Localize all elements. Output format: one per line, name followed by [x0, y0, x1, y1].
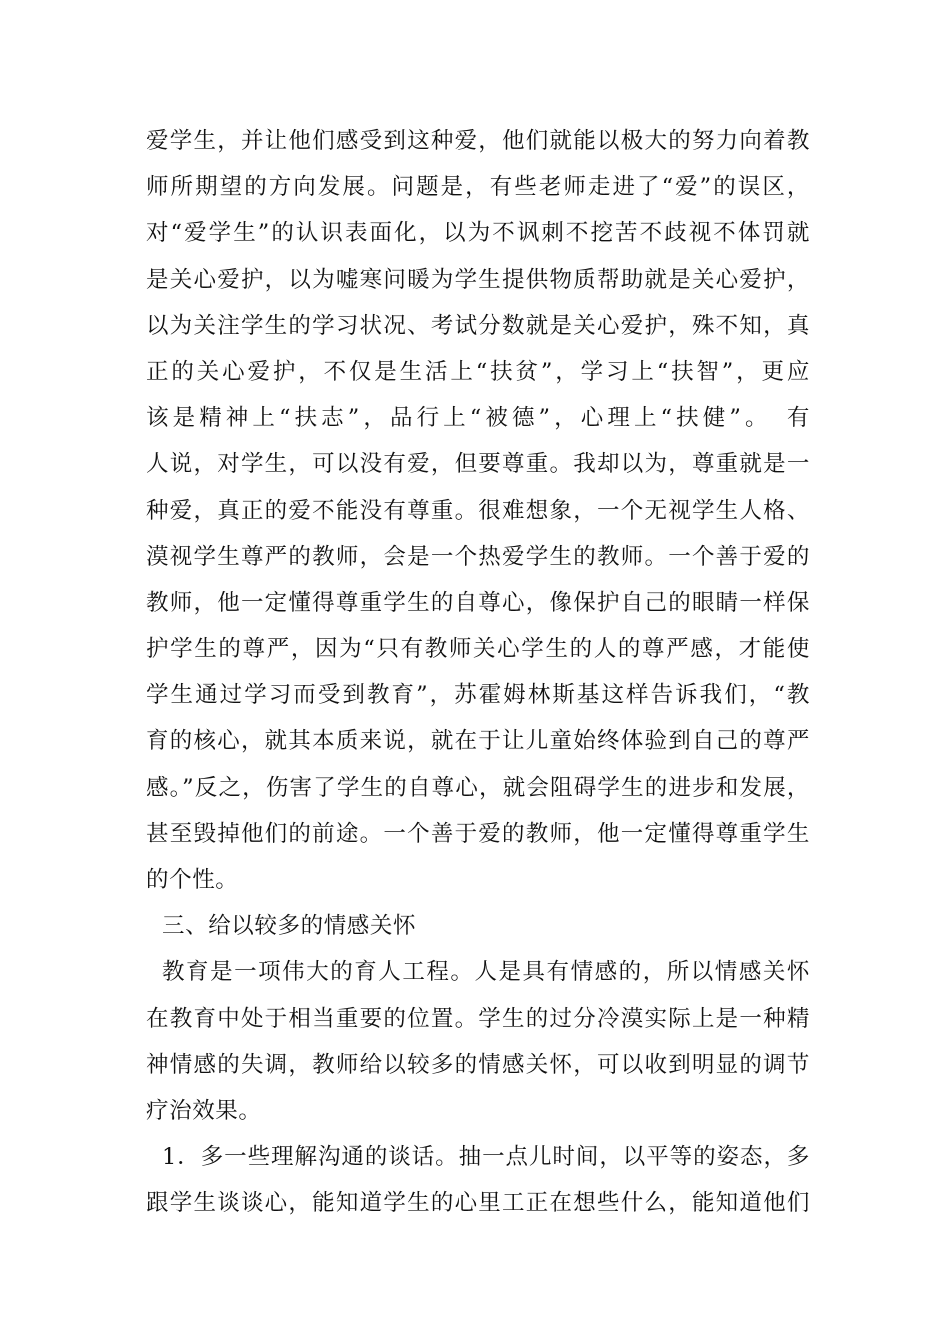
text-line: 三、给以较多的情感关怀 — [162, 913, 417, 940]
text-line: 对“爱学生”的认识表面化，以为不讽刺不挖苦不歧视不体罚就 — [146, 220, 810, 247]
text-line: 该是精神上“扶志”，品行上“被德”，心理上“扶健”。 有 — [146, 405, 810, 432]
text-line: 漠视学生尊严的教师，会是一个热爱学生的教师。一个善于爱的 — [146, 543, 810, 570]
text-line: 是关心爱护，以为嘘寒问暖为学生提供物质帮助就是关心爱护， — [146, 266, 810, 293]
text-line: 爱学生，并让他们感受到这种爱，他们就能以极大的努力向着教 — [146, 128, 810, 154]
text-line: 师所期望的方向发展。问题是，有些老师走进了“爱”的误区， — [146, 174, 810, 201]
text-line: 育的核心，就其本质来说，就在于让儿童始终体验到自己的尊严 — [146, 728, 810, 755]
text-line: 跟学生谈谈心，能知道学生的心里工正在想些什么，能知道他们 — [146, 1190, 810, 1217]
document-body — [146, 118, 810, 1227]
text-line: 教师，他一定懂得尊重学生的自尊心，像保护自己的眼睛一样保 — [146, 589, 810, 616]
text-line: 学生通过学习而受到教育”，苏霍姆林斯基这样告诉我们，“教 — [146, 682, 810, 709]
text-line: 护学生的尊严，因为“只有教师关心学生的人的尊严感，才能使 — [146, 636, 810, 663]
text-line: 正的关心爱护，不仅是生活上“扶贫”，学习上“扶智”，更应 — [146, 358, 810, 385]
text-line: 人说，对学生，可以没有爱，但要尊重。我却以为，尊重就是一 — [146, 451, 810, 478]
text-line: 教育是一项伟大的育人工程。人是具有情感的，所以情感关怀 — [162, 959, 810, 986]
text-line: 甚至毁掉他们的前途。一个善于爱的教师，他一定懂得尊重学生 — [146, 820, 810, 847]
text-line: 疗治效果。 — [146, 1097, 262, 1124]
text-line: 种爱，真正的爱不能没有尊重。很难想象，一个无视学生人格、 — [146, 497, 810, 524]
text-line: 在教育中处于相当重要的位置。学生的过分冷漠实际上是一种精 — [146, 1005, 810, 1032]
text-line: 神情感的失调，教师给以较多的情感关怀，可以收到明显的调节 — [146, 1051, 810, 1078]
text-line: 感。”反之，伤害了学生的自尊心，就会阻碍学生的进步和发展， — [146, 774, 810, 801]
text-line: 以为关注学生的学习状况、考试分数就是关心爱护，殊不知，真 — [146, 312, 810, 339]
text-line: 1．多一些理解沟通的谈话。抽一点儿时间，以平等的姿态，多 — [162, 1144, 810, 1171]
text-line: 的个性。 — [146, 867, 239, 893]
